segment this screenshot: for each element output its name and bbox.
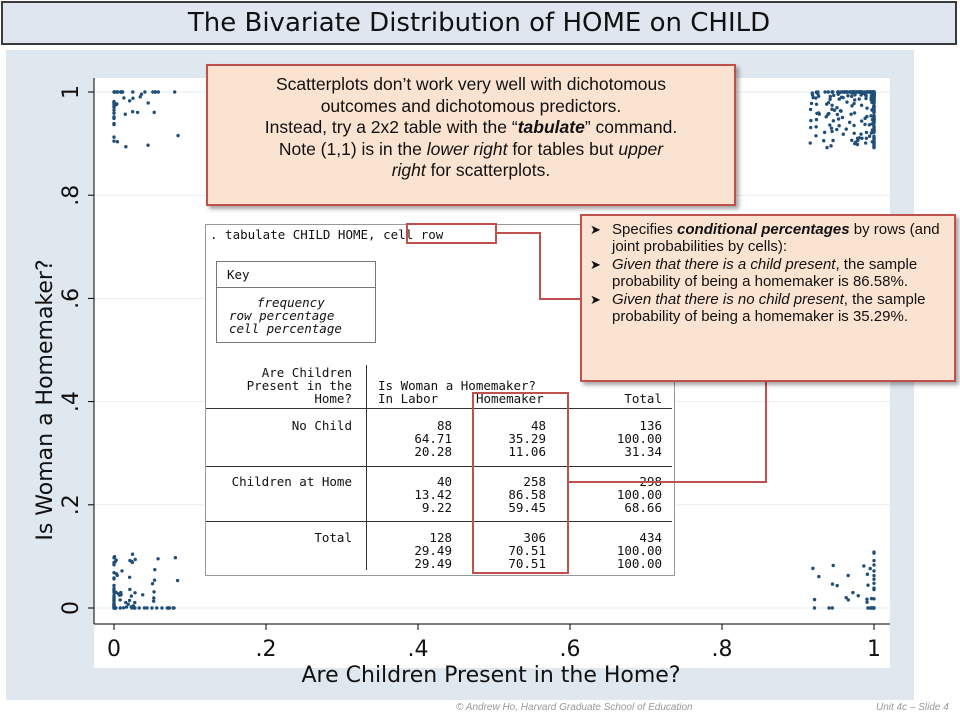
scatter-point <box>832 94 835 97</box>
footer-slide-number: Unit 4c – Slide 4 <box>876 702 949 713</box>
scatter-point <box>814 96 817 99</box>
scatter-point <box>872 134 875 137</box>
scatter-point <box>173 90 176 93</box>
scatter-point <box>872 582 875 585</box>
bullet-emphasis: conditional percentages <box>677 221 850 238</box>
scatter-point <box>831 139 834 142</box>
scatter-point <box>112 104 115 107</box>
scatter-point <box>857 594 860 597</box>
bullet-item <box>590 221 946 255</box>
slide-footer <box>0 700 960 720</box>
cell-value: 59.45 <box>508 500 546 515</box>
scatter-point <box>152 599 155 602</box>
key-line: cell percentage <box>229 321 342 336</box>
scatter-point <box>856 143 859 146</box>
cell-value: 68.66 <box>624 500 662 515</box>
scatter-point <box>841 116 844 119</box>
key-title: Key <box>227 267 250 282</box>
cell-value: 100.00 <box>616 543 662 558</box>
scatter-point <box>124 113 127 116</box>
scatter-point <box>830 104 833 107</box>
note-text: ” command. <box>584 117 678 137</box>
scatter-point <box>141 593 144 596</box>
scatter-point <box>112 597 115 600</box>
x-axis-label: Are Children Present in the Home? <box>301 663 681 688</box>
bullet-text: , the sample probability of being a homemaker is 35.29%. <box>612 291 926 325</box>
scatter-point <box>153 578 156 581</box>
scatter-point <box>131 97 134 100</box>
scatter-point <box>124 145 127 148</box>
scatter-point <box>872 588 875 591</box>
scatter-point <box>176 579 179 582</box>
scatter-point <box>831 606 834 609</box>
cell-value: 306 <box>523 530 546 545</box>
scatter-point <box>116 140 119 143</box>
homemaker-column-highlight <box>472 392 569 574</box>
scatter-point <box>112 602 115 605</box>
column-header: In Labor <box>378 391 439 406</box>
scatter-point <box>150 606 153 609</box>
scatter-point <box>849 113 852 116</box>
scatter-point <box>816 90 819 93</box>
scatter-point <box>112 109 115 112</box>
scatter-point <box>128 588 131 591</box>
scatter-point <box>811 93 814 96</box>
command-highlight <box>406 223 497 244</box>
note-emphasis: upper <box>618 138 664 159</box>
scatter-point <box>832 564 835 567</box>
cell-value: 35.29 <box>508 431 546 446</box>
scatter-point <box>112 100 115 103</box>
scatter-point <box>851 591 854 594</box>
scatter-point <box>869 90 872 93</box>
scatter-point <box>827 90 830 93</box>
cell-value: 88 <box>436 418 452 433</box>
bullet-text: Specifies <box>612 221 678 238</box>
bullet-emphasis: Given that there is no child present <box>612 291 844 308</box>
scatter-point <box>835 128 838 131</box>
scatter-point <box>872 139 875 142</box>
stata-command: . tabulate CHILD HOME, cell row <box>210 227 444 242</box>
row-header: Home? <box>314 391 352 406</box>
note-text: Note (1,1) is in the <box>278 138 427 159</box>
scatter-point <box>827 606 830 609</box>
bullet-item <box>590 256 946 290</box>
y-axis-label: Is Woman a Homemaker? <box>33 259 58 541</box>
table-rule <box>206 466 672 467</box>
scatter-point <box>840 90 843 93</box>
cell-value: 434 <box>639 530 662 545</box>
arrow-bullet-icon: ➤ <box>590 292 601 307</box>
scatter-point <box>825 115 828 118</box>
scatter-point <box>128 576 131 579</box>
scatter-point <box>872 114 875 117</box>
scatter-point <box>146 144 149 147</box>
scatter-point <box>112 563 115 566</box>
scatter-point <box>815 118 818 121</box>
scatter-point <box>128 99 131 102</box>
scatter-point <box>853 98 856 101</box>
cell-value: 11.06 <box>508 444 546 459</box>
cell-value: 298 <box>639 474 662 489</box>
scatter-point <box>835 584 838 587</box>
key-box <box>216 261 376 343</box>
scatter-point <box>112 594 115 597</box>
footer-copyright: © Andrew Ho, Harvard Graduate School of Education <box>456 702 693 713</box>
scatter-point <box>113 606 116 609</box>
column-header: Homemaker <box>476 391 544 406</box>
cell-value: 86.58 <box>508 487 546 502</box>
scatter-point <box>152 596 155 599</box>
scatter-point <box>133 606 136 609</box>
scatter-point <box>872 577 875 580</box>
scatter-point <box>853 111 856 114</box>
arrow-bullet-icon: ➤ <box>590 222 601 237</box>
scatter-point <box>813 606 816 609</box>
scatter-point <box>131 553 134 556</box>
scatter-point <box>166 606 169 609</box>
scatter-point <box>847 598 850 601</box>
scatter-point <box>829 95 832 98</box>
scatter-point <box>852 102 855 105</box>
row-header: Are Children <box>261 365 352 380</box>
note-emphasis: right <box>391 160 426 180</box>
scatter-point <box>823 90 826 93</box>
scatter-point <box>122 96 125 99</box>
scatter-point <box>830 126 833 129</box>
note-text: Instead, try a 2x2 table with the “ <box>264 117 518 137</box>
scatter-point <box>865 600 868 603</box>
scatter-point <box>143 606 146 609</box>
scatter-point <box>815 103 818 106</box>
scatter-point <box>850 139 853 142</box>
scatter-point <box>832 119 835 122</box>
column-header: Total <box>624 391 662 406</box>
table-vertical-rule <box>366 365 367 570</box>
scatter-point <box>125 605 128 608</box>
scatter-point <box>845 127 848 130</box>
scatter-point <box>836 113 839 116</box>
scatter-point <box>124 601 127 604</box>
scatter-point <box>872 131 875 134</box>
scatter-point <box>845 90 848 93</box>
scatter-point <box>830 130 833 133</box>
key-line: row percentage <box>229 308 335 323</box>
note-command: tabulate <box>517 117 585 137</box>
cell-value: 258 <box>523 474 546 489</box>
cell-value: 29.49 <box>414 543 452 558</box>
key-line: frequency <box>257 295 325 310</box>
scatter-point <box>849 90 852 93</box>
scatter-point <box>852 124 855 127</box>
scatter-point <box>859 93 862 96</box>
scatter-point <box>817 95 820 98</box>
scatter-point <box>112 577 115 580</box>
scatter-point <box>115 90 118 93</box>
scatter-point <box>869 114 872 117</box>
note-text: for tables but <box>507 138 619 159</box>
scatter-point <box>112 122 115 125</box>
cell-value: 40 <box>436 474 452 489</box>
row-label: Total <box>314 530 352 545</box>
scatter-point <box>855 90 858 93</box>
scatter-point <box>860 104 863 107</box>
scatter-point <box>870 597 873 600</box>
scatter-point <box>864 93 867 96</box>
scatter-point <box>865 106 868 109</box>
scatter-point <box>130 605 133 608</box>
scatter-point <box>811 567 814 570</box>
scatter-point <box>825 146 828 149</box>
note-line: outcomes and dichotomous predictors. <box>320 95 622 116</box>
cell-value: 128 <box>429 530 452 545</box>
scatter-point <box>152 111 155 114</box>
scatter-point <box>122 606 125 609</box>
scatter-point <box>864 141 867 144</box>
scatter-point <box>118 598 121 601</box>
scatter-point <box>865 131 868 134</box>
scatter-point <box>114 558 117 561</box>
note-line: Scatterplots don’t work very well with dichotomous <box>275 74 667 94</box>
scatter-point <box>828 98 831 101</box>
scatter-point <box>859 132 862 135</box>
scatter-point <box>836 90 839 93</box>
scatter-point <box>120 569 123 572</box>
scatter-point <box>112 111 115 114</box>
cell-value: 100.00 <box>616 556 662 571</box>
bullet-text: by rows (and joint probabilities by cells): <box>612 221 940 255</box>
scatter-point <box>858 97 861 100</box>
x-tick-label: .4 <box>407 637 429 662</box>
scatter-point <box>856 139 859 142</box>
scatter-point <box>868 606 871 609</box>
scatter-point <box>176 134 179 137</box>
scatter-point <box>872 120 875 123</box>
cell-value: 70.51 <box>508 556 546 571</box>
table-rule <box>206 408 672 409</box>
scatter-point <box>846 94 849 97</box>
scatter-point <box>133 601 136 604</box>
scatter-point <box>868 135 871 138</box>
scatter-point <box>864 97 867 100</box>
scatter-point <box>862 564 865 567</box>
scatter-point <box>151 582 154 585</box>
scatter-point <box>872 574 875 577</box>
scatter-point <box>817 575 820 578</box>
key-divider <box>217 287 375 288</box>
scatter-point <box>848 121 851 124</box>
scatter-point <box>160 606 163 609</box>
scatter-point <box>866 573 869 576</box>
scatter-point <box>840 95 843 98</box>
scatter-point <box>822 139 825 142</box>
scatter-point <box>814 125 817 128</box>
note-emphasis: lower right <box>426 138 508 159</box>
scatter-point <box>153 568 156 571</box>
note-line <box>222 117 720 139</box>
scatter-point <box>152 590 155 593</box>
scatter-point <box>134 558 137 561</box>
scatter-point <box>839 109 842 112</box>
scatter-point <box>872 569 875 572</box>
scatter-point <box>831 582 834 585</box>
scatter-point <box>813 598 816 601</box>
scatter-point <box>872 563 875 566</box>
scatter-point <box>863 123 866 126</box>
scatter-point <box>865 115 868 118</box>
cell-value: 100.00 <box>616 431 662 446</box>
scatter-point <box>872 105 875 108</box>
scatter-point <box>156 557 159 560</box>
scatter-point <box>157 90 160 93</box>
cell-value: 9.22 <box>421 500 452 515</box>
y-tick-label: .4 <box>59 391 84 413</box>
scatter-point <box>809 126 812 129</box>
cell-value: 20.28 <box>414 444 452 459</box>
scatter-point <box>830 108 833 111</box>
scatter-point <box>827 112 830 115</box>
cell-value: 64.71 <box>414 431 452 446</box>
y-tick-label: .8 <box>59 184 84 206</box>
scatter-point <box>860 119 863 122</box>
scatter-point <box>835 106 838 109</box>
scatter-point <box>112 139 115 142</box>
note-line <box>222 160 720 182</box>
scatter-point <box>815 112 818 115</box>
slide-title: The Bivariate Distribution of HOME on CHILD <box>1 1 957 45</box>
row-label: No Child <box>291 418 352 433</box>
scatter-point <box>850 95 853 98</box>
x-tick-label: 0 <box>107 637 121 662</box>
note-text: for scatterplots. <box>425 160 551 180</box>
cell-value: 29.49 <box>414 556 452 571</box>
scatter-point <box>121 90 124 93</box>
scatter-point <box>128 559 131 562</box>
scatter-point <box>112 135 115 138</box>
note-callout <box>206 64 736 206</box>
scatter-point <box>146 101 149 104</box>
scatter-point <box>828 123 831 126</box>
scatter-point <box>865 137 868 140</box>
x-tick-label: 1 <box>867 637 881 662</box>
scatter-point <box>837 117 840 120</box>
scatter-point <box>831 90 834 93</box>
scatter-point <box>143 90 146 93</box>
scatter-point <box>860 137 863 140</box>
scatter-point <box>869 567 872 570</box>
scatter-point <box>872 144 875 147</box>
scatter-point <box>155 606 158 609</box>
x-tick-label: .8 <box>711 637 733 662</box>
row-header: Present in the <box>246 378 352 393</box>
scatter-point <box>837 124 840 127</box>
scatter-point <box>872 550 875 553</box>
scatter-point <box>872 109 875 112</box>
scatter-point <box>814 134 817 137</box>
scatter-point <box>128 599 131 602</box>
scatter-point <box>852 132 855 135</box>
y-tick-label: .2 <box>59 494 84 516</box>
scatter-point <box>131 110 134 113</box>
scatter-point <box>136 111 139 114</box>
scatter-point <box>809 119 812 122</box>
scatter-point <box>112 587 115 590</box>
scatter-point <box>115 572 118 575</box>
scatter-point <box>139 95 142 98</box>
scatter-point <box>810 102 813 105</box>
bullet-callout <box>580 214 956 382</box>
scatter-point <box>174 556 177 559</box>
bullet-emphasis: Given that there is a child present <box>612 256 836 273</box>
bullet-item <box>590 291 946 325</box>
scatter-point <box>846 574 849 577</box>
column-group-header: Is Woman a Homemaker? <box>378 378 537 393</box>
note-line <box>222 139 720 161</box>
scatter-point <box>872 100 875 103</box>
y-tick-label: 1 <box>59 85 84 99</box>
scatter-point <box>131 90 134 93</box>
cell-value: 100.00 <box>616 487 662 502</box>
scatter-point <box>842 132 845 135</box>
scatter-point <box>112 584 115 587</box>
scatter-point <box>866 583 869 586</box>
bullet-text: , the sample probability of being a homemaker is 86.58%. <box>612 256 918 290</box>
scatter-point <box>823 131 826 134</box>
scatter-point <box>154 90 157 93</box>
cell-value: 48 <box>530 418 546 433</box>
scatter-point <box>829 144 832 147</box>
scatter-point <box>809 108 812 111</box>
row-label: Children at Home <box>231 474 352 489</box>
scatter-point <box>865 598 868 601</box>
arrow-bullet-icon: ➤ <box>590 257 601 272</box>
scatter-point <box>112 115 115 118</box>
y-tick-label: 0 <box>59 601 84 615</box>
scatter-point <box>827 101 830 104</box>
scatter-point <box>130 594 133 597</box>
scatter-point <box>119 606 122 609</box>
scatter-point <box>809 141 812 144</box>
scatter-point <box>171 606 174 609</box>
cell-value: 70.51 <box>508 543 546 558</box>
cell-value: 136 <box>639 418 662 433</box>
scatter-point <box>133 591 136 594</box>
x-tick-label: .2 <box>255 637 277 662</box>
scatter-point <box>872 559 875 562</box>
cell-value: 13.42 <box>414 487 452 502</box>
x-tick-label: .6 <box>559 637 581 662</box>
scatter-point <box>872 93 875 96</box>
scatter-point <box>119 593 122 596</box>
cell-value: 31.34 <box>624 444 662 459</box>
scatter-point <box>845 100 848 103</box>
y-tick-label: .6 <box>59 287 84 309</box>
scatter-point <box>137 606 140 609</box>
table-rule <box>206 521 672 522</box>
